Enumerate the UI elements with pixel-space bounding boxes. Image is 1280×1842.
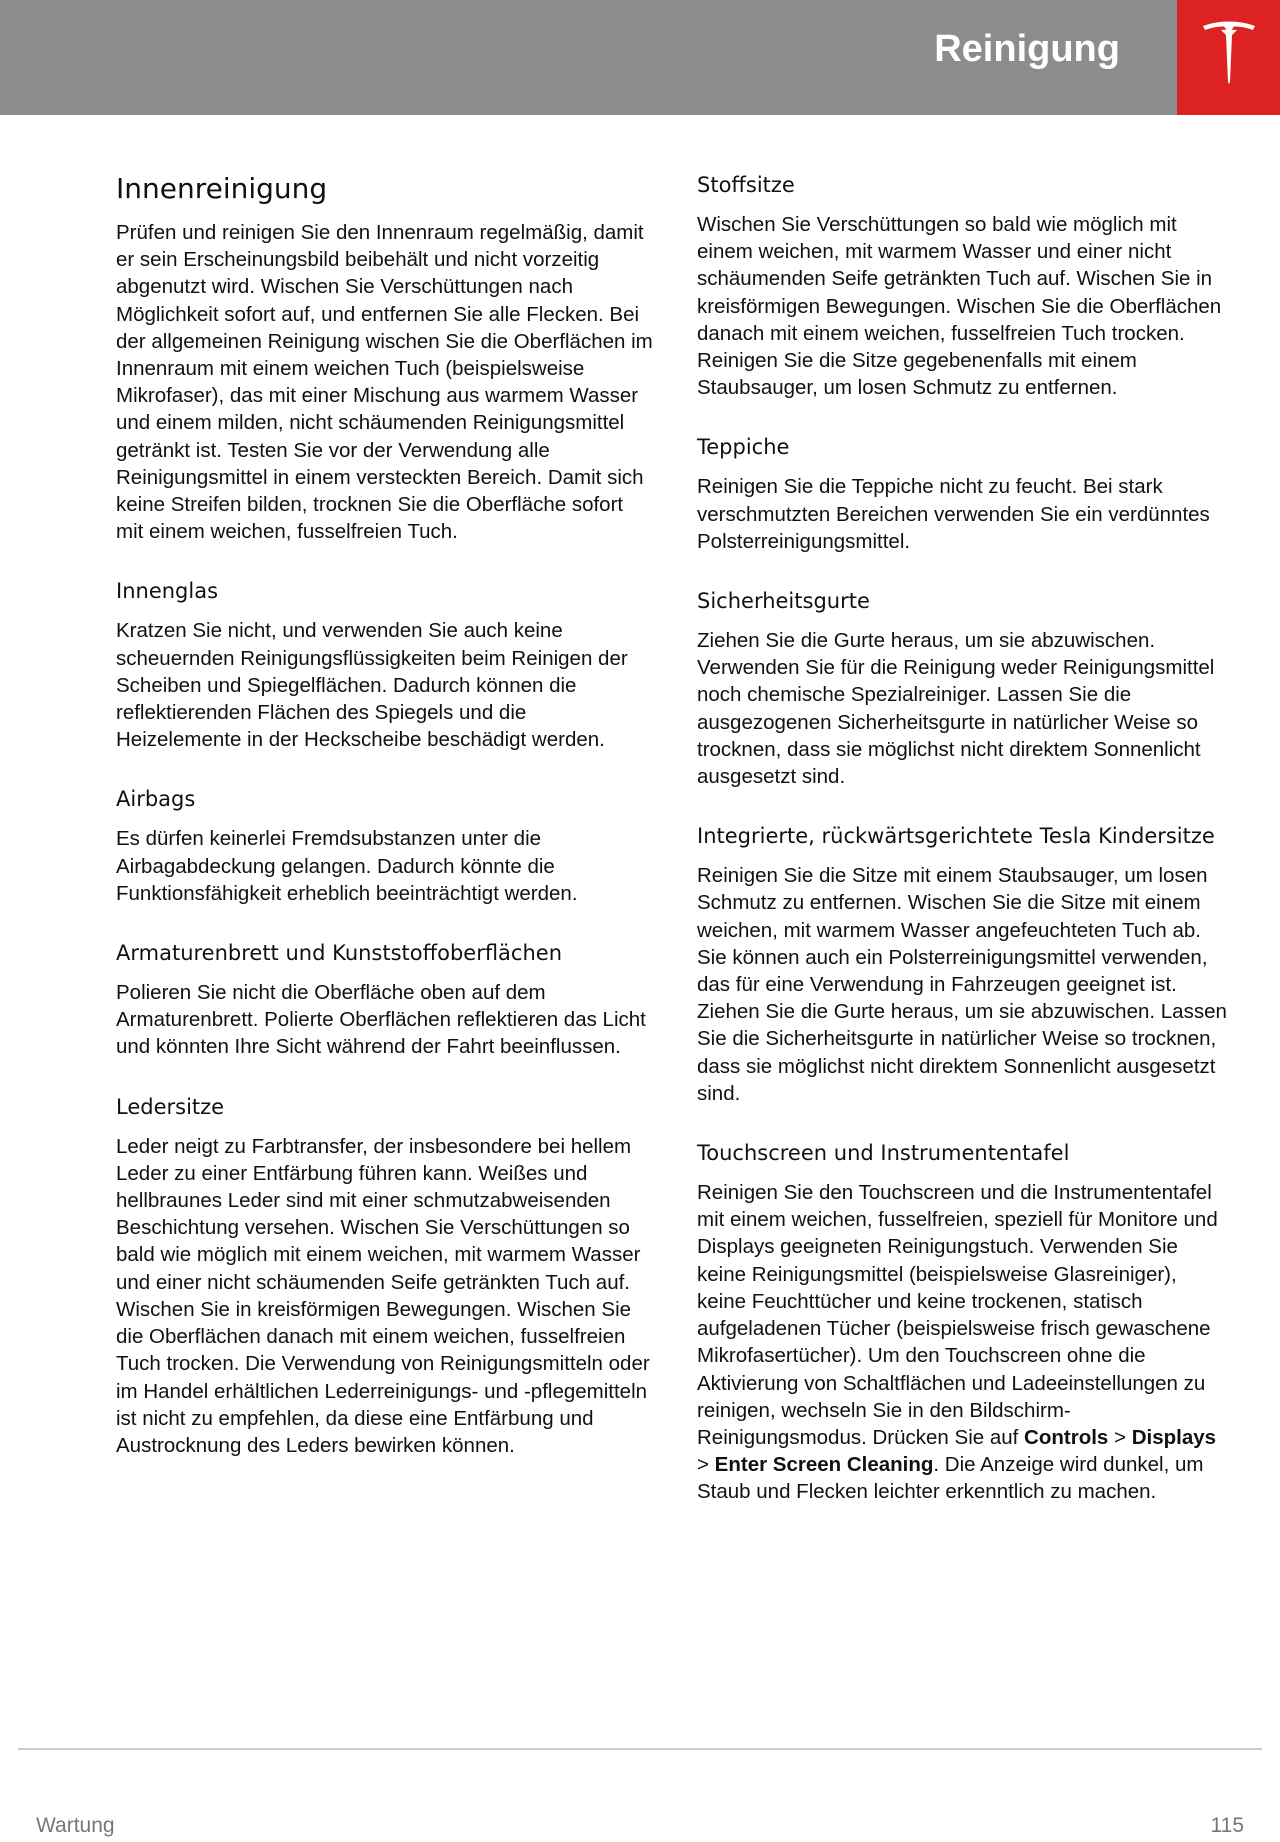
menu-path-displays: Displays — [1131, 1425, 1217, 1449]
subsection-text: Kratzen Sie nicht, und verwenden Sie auch keine scheuernden Reinigungsflüssigkeiten beim Reinigen der Scheiben und Spiegelflächen. Dadurch können die reflektierenden Flächen des Spiegels und die Heizelemente in der Heckscheibe beschädigt werden. — [116, 619, 628, 752]
footer-section-name: Wartung — [36, 1814, 115, 1837]
touchscreen-text-before: Reinigen Sie den Touchscreen und die Instrumententafel mit einem weichen, fusselfreien, speziell für Monitore und Displays geeigneten Reinigungstuch. Verwenden Sie keine Reinigungsmittel (beispielsweise Glasreiniger), keine Feuchttücher und keine trockenen, statisch aufgeladenen Tücher (beispielsweise frisch gewaschene Mikrofasertücher). Um den Touchscreen ohne die Aktivierung von Schaltflächen und Ladeeinstellungen zu reinigen, wechseln Sie in den Bildschirm-Reinigungsmodus. Drücken Sie auf — [697, 1181, 1218, 1449]
menu-separator: > — [1108, 1425, 1132, 1449]
touchscreen-text-after: . Die Anzeige wird dunkel, um Staub und Flecken leichter erkenntlich zu machen. — [697, 1453, 1204, 1504]
subsection-title: Touchscreen und Instrumententafel — [697, 1141, 1070, 1166]
subsection-text: Reinigen Sie die Sitze mit einem Staubsauger, um losen Schmutz zu entfernen. Wischen Sie die Sitze mit einem weichen, mit warmem Wasser angefeuchteten Tuch ab. Sie können auch ein Polsterreinigungsmittel verwenden, das für eine Verwendung in Fahrzeugen geeignet ist. Ziehen Sie die Gurte heraus, um sie abzuwischen. Lassen Sie die Sicherheitsgurte in natürlicher Weise so trocknen, dass sie möglichst nicht direktem Sonnenlicht ausgesetzt sind. — [697, 864, 1227, 1105]
subsection-text: Leder neigt zu Farbtransfer, der insbesondere bei hellem Leder zu einer Entfärbung führen kann. Weißes und hellbraunes Leder sind mit einer schmutzabweisenden Beschichtung versehen. Wischen Sie Verschüttungen so bald wie möglich mit einem weichen, mit warmem Wasser und einer nicht schäumenden Seife getränkten Tuch auf. Wischen Sie in kreisförmigen Bewegungen. Wischen Sie die Oberflächen danach mit einem weichen, fusselfreien Tuch trocken. Die Verwendung von Reinigungsmitteln oder im Handel erhältlichen Lederreinigungs- und -pflegemitteln ist nicht zu empfehlen, da diese eine Entfärbung und Austrocknung des Leders bewirken können. — [116, 1134, 650, 1457]
subsection-title: Ledersitze — [116, 1094, 225, 1119]
page-number: 115 — [1210, 1814, 1244, 1837]
subsection-title: Integrierte, rückwärtsgerichtete Tesla Kindersitze — [697, 824, 1215, 849]
subsection-text: Reinigen Sie die Teppiche nicht zu feucht. Bei stark verschmutzten Bereichen verwenden Sie ein verdünntes Polsterreinigungsmittel. — [697, 475, 1210, 553]
subsection-title: Airbags — [116, 787, 196, 812]
subsection-text: Ziehen Sie die Gurte heraus, um sie abzuwischen. Verwenden Sie für die Reinigung weder Reinigungsmittel noch chemische Spezialreiniger. Lassen Sie die ausgezogenen Sicherheitsgurte in natürlicher Weise so trocknen, dass sie möglichst nicht direktem Sonnenlicht ausgesetzt sind. — [697, 629, 1215, 789]
subsection-text: Polieren Sie nicht die Oberfläche oben auf dem Armaturenbrett. Polierte Oberflächen reflektieren das Licht und könnten Ihre Sicht während der Fahrt beeinflussen. — [116, 981, 646, 1059]
subsection-text: Es dürfen keinerlei Fremdsubstanzen unter die Airbagabdeckung gelangen. Dadurch könnte die Funktionsfähigkeit erheblich beeinträchtigt werden. — [116, 827, 578, 905]
left-column — [116, 168, 656, 1492]
subsection-title: Teppiche — [697, 435, 790, 460]
menu-path-screen-cleaning: Enter Screen Cleaning — [714, 1453, 934, 1477]
subsection-title: Innenglas — [116, 579, 219, 604]
tesla-logo-icon — [1199, 20, 1259, 86]
subsection-title: Stoffsitze — [697, 173, 795, 197]
page-title: Reinigung — [934, 28, 1120, 70]
menu-path-controls: Controls — [1024, 1425, 1109, 1449]
subsection-title: Armaturenbrett und Kunststoffoberflächen — [116, 941, 563, 966]
intro-paragraph: Prüfen und reinigen Sie den Innenraum regelmäßig, damit er sein Erscheinungsbild beibehält und nicht vorzeitig abgenutzt wird. Wischen Sie Verschüttungen nach Möglichkeit sofort auf, und entfernen Sie alle Flecken. Bei der allgemeinen Reinigung wischen Sie die Oberflächen im Innenraum mit einem weichen Tuch (beispielsweise Mikrofaser), das mit einer Mischung aus warmem Wasser und einem milden, nicht schäumenden Reinigungsmittel getränkt ist. Testen Sie vor der Verwendung alle Reinigungsmittel in einem versteckten Bereich. Damit sich keine Streifen bilden, trocknen Sie die Oberfläche sofort mit einem weichen, fusselfreien Tuch. — [116, 221, 653, 544]
touchscreen-text — [697, 1179, 1227, 1505]
logo-box — [1177, 0, 1280, 115]
menu-separator: > — [697, 1453, 715, 1477]
subsection-title: Sicherheitsgurte — [697, 589, 870, 614]
section-heading: Innenreinigung — [116, 172, 328, 205]
subsection-text: Wischen Sie Verschüttungen so bald wie möglich mit einem weichen, mit warmem Wasser und einer nicht schäumenden Seife getränkten Tuch auf. Wischen Sie in kreisförmigen Bewegungen. Wischen Sie die Oberflächen danach mit einem weichen, fusselfreien Tuch trocken. Reinigen Sie die Sitze gegebenenfalls mit einem Staubsauger, um losen Schmutz zu entfernen. — [697, 213, 1222, 400]
right-column — [697, 168, 1227, 1539]
footer-divider — [18, 1748, 1262, 1750]
